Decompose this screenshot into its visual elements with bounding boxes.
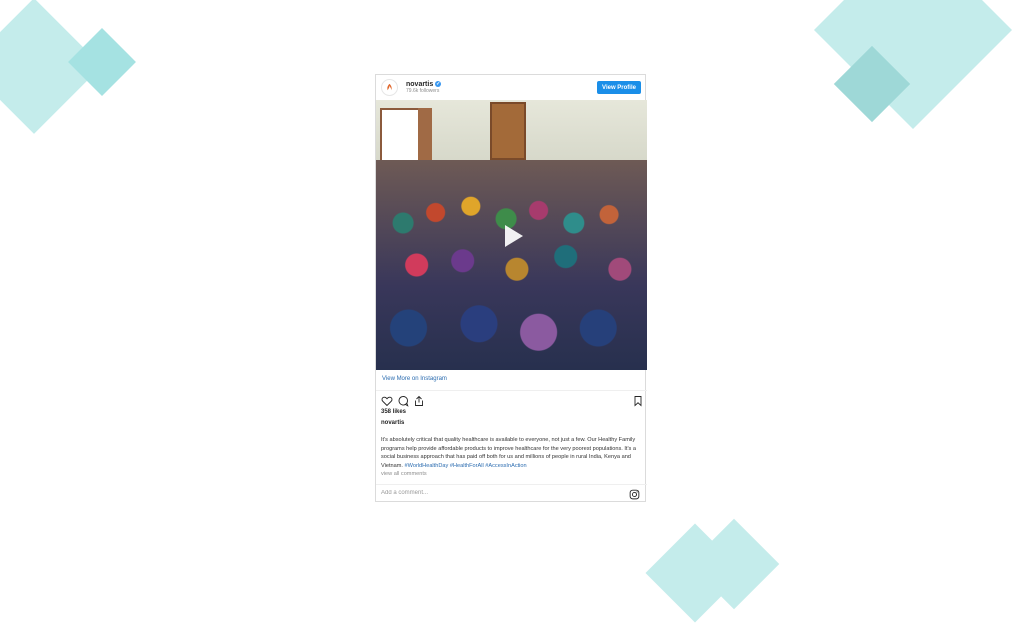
post-image xyxy=(376,160,647,370)
action-bar xyxy=(381,394,642,406)
bookmark-icon[interactable] xyxy=(632,394,644,406)
caption-username[interactable]: novartis xyxy=(381,420,405,426)
avatar[interactable] xyxy=(381,79,398,96)
instagram-icon[interactable] xyxy=(629,487,640,498)
like-count: 358 likes xyxy=(381,409,407,415)
hashtag-link[interactable]: #WorldHealthDay xyxy=(404,462,449,469)
instagram-embed-post xyxy=(375,74,646,502)
follower-count: 79.6k followers xyxy=(406,87,440,94)
share-icon[interactable] xyxy=(413,394,425,406)
caption xyxy=(381,436,643,470)
comment-icon[interactable] xyxy=(397,394,409,406)
divider xyxy=(376,390,647,391)
username[interactable]: novartis xyxy=(406,80,434,88)
decorative-diamond xyxy=(814,0,1012,129)
view-more-link[interactable]: View More on Instagram xyxy=(382,376,447,382)
comment-input[interactable] xyxy=(381,488,581,498)
post-video[interactable] xyxy=(376,100,647,370)
post-header xyxy=(376,75,645,99)
hashtag-link[interactable]: #HealthForAll xyxy=(449,462,484,469)
heart-icon[interactable] xyxy=(381,394,393,406)
view-all-comments-link[interactable]: view all comments xyxy=(381,471,427,477)
play-icon[interactable] xyxy=(497,221,527,251)
novartis-logo-icon xyxy=(385,83,394,92)
caption-text: It's absolutely critical that quality healthcare is available to everyone, not just a few. Our Healthy Family programs help provide affordable products to improve healthcare for the very poorest populations. It's a social business approach that has paid off both for us and millions of people in rural India, Kenya and Vietnam. xyxy=(381,437,637,469)
divider xyxy=(376,484,647,485)
view-profile-button[interactable]: View Profile xyxy=(597,81,641,94)
hashtag-link[interactable]: #AccessInAction xyxy=(485,462,527,469)
verified-icon: ✓ xyxy=(436,80,441,87)
